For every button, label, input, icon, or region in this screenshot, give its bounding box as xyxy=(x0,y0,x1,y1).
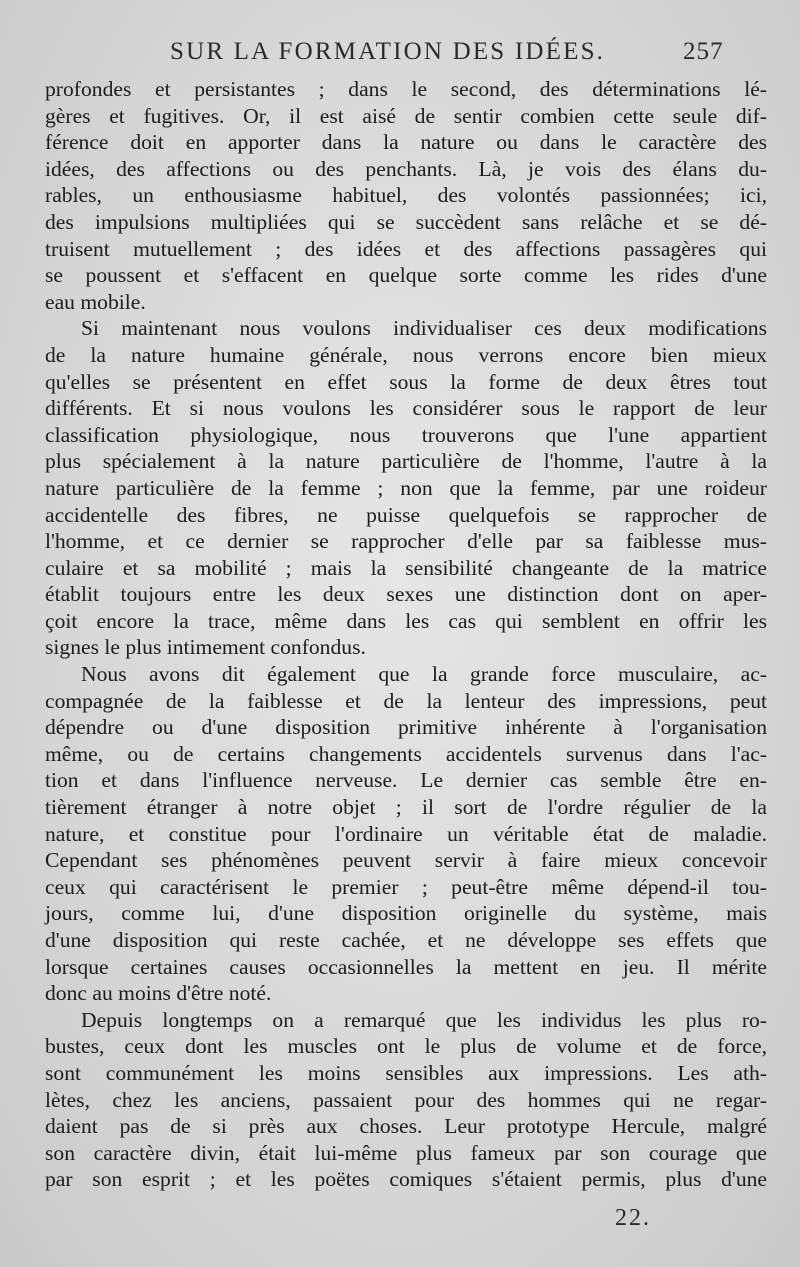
text-line: férence doit en apporter dans la nature ou dans le caractère des xyxy=(45,130,767,155)
text-line: Si maintenant nous voulons individualiser ces deux modifications xyxy=(81,316,767,341)
text-line: établit toujours entre les deux sexes une distinction dont on aper- xyxy=(45,582,767,607)
text-line: par son esprit ; et les poëtes comiques s'étaient permis, plus d'une xyxy=(45,1167,767,1192)
text-line: se poussent et s'effacent en quelque sorte comme les rides d'une xyxy=(45,263,767,288)
text-line: ceux qui caractérisent le premier ; peut-être même dépend-il tou- xyxy=(45,874,767,899)
text-line: truisent mutuellement ; des idées et des affections passagères qui xyxy=(45,236,767,261)
text-line: donc au moins d'être noté. xyxy=(45,981,272,1006)
text-line: Nous avons dit également que la grande force musculaire, ac- xyxy=(81,662,767,687)
text-line: daient pas de si près aux choses. Leur prototype Hercule, malgré xyxy=(45,1114,767,1139)
text-line: Cependant ses phénomènes peuvent servir à faire mieux concevoir xyxy=(45,848,767,873)
page-header xyxy=(0,38,800,78)
running-title: SUR LA FORMATION DES IDÉES. xyxy=(170,38,606,65)
text-line: qu'elles se présentent en effet sous la forme de deux êtres tout xyxy=(45,369,767,394)
text-line: tièrement étranger à notre objet ; il sort de l'ordre régulier de la xyxy=(45,795,767,820)
text-line: idées, des affections ou des penchants. Là, je vois des élans du- xyxy=(45,156,767,181)
text-line: même, ou de certains changements accidentels survenus dans l'ac- xyxy=(45,741,767,766)
text-line: classification physiologique, nous trouverons que l'une appartient xyxy=(45,422,767,447)
text-line: bustes, ceux dont les muscles ont le plus de volume et de force, xyxy=(45,1034,767,1059)
text-line: tion et dans l'influence nerveuse. Le dernier cas semble être en- xyxy=(45,768,767,793)
text-line: différents. Et si nous voulons les considérer sous le rapport de leur xyxy=(45,396,767,421)
text-line: lorsque certaines causes occasionnelles la mettent en jeu. Il mérite xyxy=(45,954,767,979)
text-line: son caractère divin, était lui-même plus fameux par son courage que xyxy=(45,1140,767,1165)
text-line: nature, et constitue pour l'ordinaire un véritable état de maladie. xyxy=(45,821,767,846)
paragraph xyxy=(45,1007,767,1193)
text-line: plus spécialement à la nature particulière de l'homme, l'autre à la xyxy=(45,449,767,474)
signature-mark: 22. xyxy=(615,1205,651,1231)
text-line: signes le plus intimement confondus. xyxy=(45,635,366,660)
text-line: dépendre ou d'une disposition primitive inhérente à l'organisation xyxy=(45,715,767,740)
text-line: gères et fugitives. Or, il est aisé de sentir combien cette seule dif- xyxy=(45,103,767,128)
text-line: l'homme, et ce dernier se rapprocher d'elle par sa faiblesse mus- xyxy=(45,529,767,554)
text-line: jours, comme lui, d'une disposition originelle du système, mais xyxy=(45,901,767,926)
text-line: culaire et sa mobilité ; mais la sensibilité changeante de la matrice xyxy=(45,555,767,580)
text-line: Depuis longtemps on a remarqué que les individus les plus ro- xyxy=(81,1007,767,1032)
text-line: nature particulière de la femme ; non que la femme, par une roideur xyxy=(45,475,767,500)
text-line: des impulsions multipliées qui se succèdent sans relâche et se dé- xyxy=(45,209,767,234)
text-line: çoit encore la trace, même dans les cas qui semblent en offrir les xyxy=(45,608,767,633)
paragraph xyxy=(45,315,767,661)
text-line: eau mobile. xyxy=(45,289,146,314)
body-text xyxy=(45,76,767,1193)
text-line: lètes, chez les anciens, passaient pour des hommes qui ne regar- xyxy=(45,1087,767,1112)
text-line: accidentelle des fibres, ne puisse quelquefois se rapprocher de xyxy=(45,502,767,527)
text-line: rables, un enthousiasme habituel, des volontés passionnées; ici, xyxy=(45,183,767,208)
paragraph xyxy=(45,661,767,1007)
text-line: de la nature humaine générale, nous verrons encore bien mieux xyxy=(45,342,767,367)
text-line: compagnée de la faiblesse et de la lenteur des impressions, peut xyxy=(45,688,767,713)
text-line: d'une disposition qui reste cachée, et ne développe ses effets que xyxy=(45,928,767,952)
paragraph xyxy=(45,76,767,315)
text-line: sont communément les moins sensibles aux impressions. Les ath- xyxy=(45,1060,767,1085)
text-line: profondes et persistantes ; dans le second, des déterminations lé- xyxy=(45,77,767,101)
page-number: 257 xyxy=(683,38,724,65)
